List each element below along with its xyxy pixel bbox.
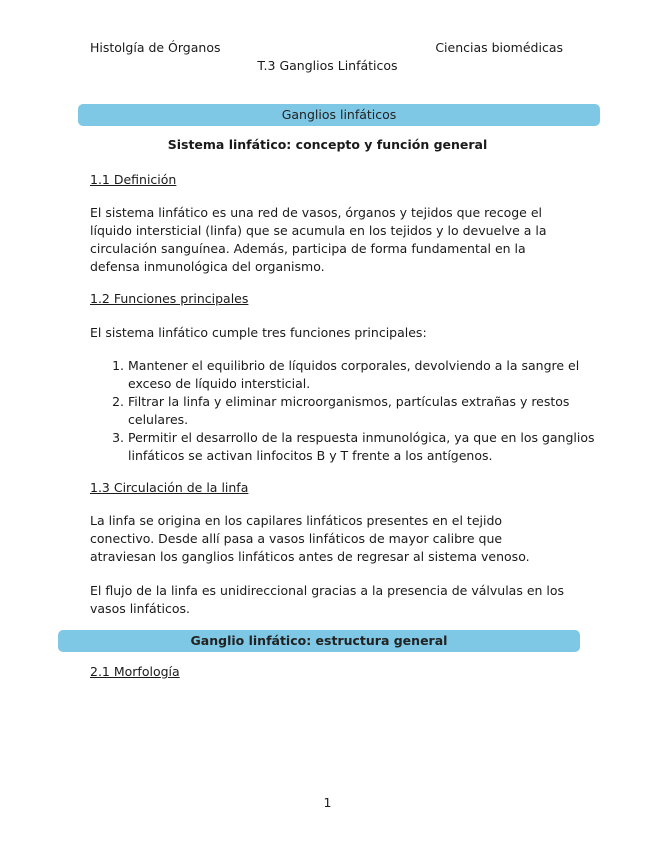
list-item: 3. Permitir el desarrollo de la respuesta inmunológica, ya que en los ganglios linfáticos se activan linfocitos B y T frente a los antígenos. (128, 429, 598, 465)
functions-list (90, 357, 598, 465)
heading-circulacion: 1.3 Circulación de la linfa (90, 480, 249, 495)
paragraph-definicion: El sistema linfático es una red de vasos, órganos y tejidos que recoge el líquido intersticial (linfa) que se acumula en los tejidos y lo devuelve a la circulación sanguínea. Además, participa de forma fundamental en la defensa inmunológica del organismo. (90, 205, 547, 274)
heading-definicion: 1.1 Definición (90, 172, 177, 187)
header-topic: T.3 Ganglios Linfáticos (257, 58, 398, 73)
paragraph-circulacion-2: El flujo de la linfa es unidireccional gracias a la presencia de válvulas en los vasos linfáticos. (90, 583, 565, 616)
header-subject: Histolgía de Órganos (90, 40, 221, 55)
section-banner-estructura: Ganglio linfático: estructura general (58, 630, 580, 652)
page-number: 1 (323, 795, 332, 810)
heading-morfologia: 2.1 Morfología (90, 664, 180, 679)
subtitle-sistema-linfatico: Sistema linfático: concepto y función general (167, 137, 488, 152)
list-item: 1. Mantener el equilibrio de líquidos corporales, devolviendo a la sangre el exceso de líquido intersticial. (128, 357, 598, 393)
paragraph-circulacion-1: La linfa se origina en los capilares linfáticos presentes en el tejido conectivo. Desde allí pasa a vasos linfáticos de mayor calibre que atraviesan los ganglios linfáticos antes de regresar al sistema venoso. (90, 513, 530, 564)
paragraph-funciones-intro: El sistema linfático cumple tres funciones principales: (90, 325, 427, 340)
header-degree: Ciencias biomédicas (435, 40, 563, 55)
section-banner-ganglios: Ganglios linfáticos (78, 104, 600, 126)
list-item: 2. Filtrar la linfa y eliminar microorganismos, partículas extrañas y restos celulares. (128, 393, 598, 429)
heading-funciones: 1.2 Funciones principales (90, 291, 249, 306)
